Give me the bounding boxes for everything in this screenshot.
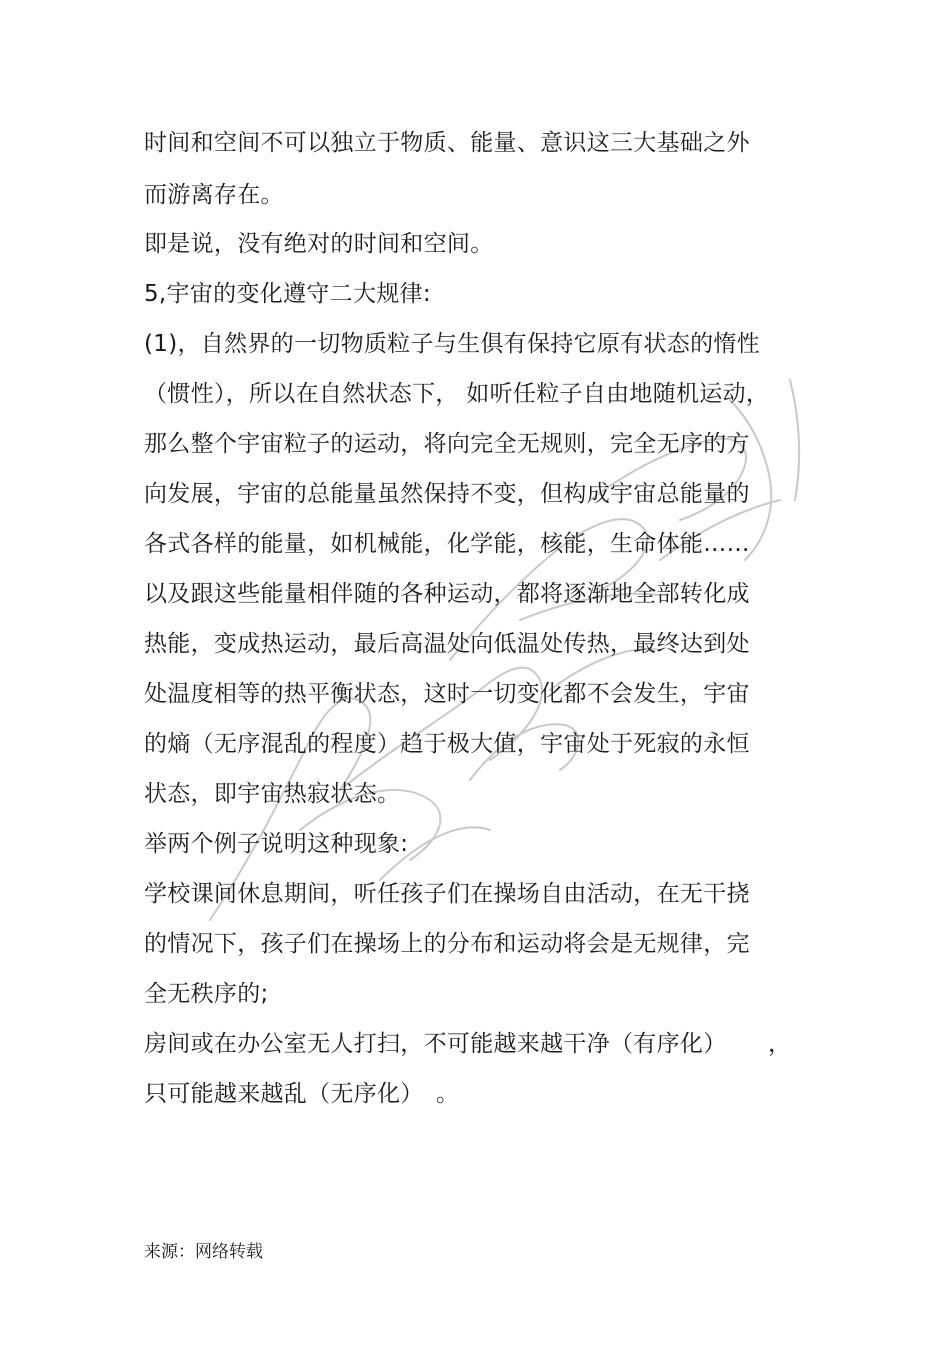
body-line-16: 学校课间休息期间，听任孩子们在操场自由活动，在无干挠 [144, 881, 750, 907]
body-line-7: 那么整个宇宙粒子的运动，将向完全无规则，完全无序的方 [144, 431, 750, 457]
source-note: 来源：网络转载 [144, 1242, 263, 1262]
trailing-comma: ， [768, 1031, 791, 1057]
body-line-2: 而游离存在。 [144, 182, 284, 208]
body-line-10: 以及跟这些能量相伴随的各种运动，都将逐渐地全部转化成 [144, 581, 750, 607]
body-line-6: （惯性），所以在自然状态下， 如听任粒子自由地随机运动， [144, 381, 770, 407]
body-line-17: 的情况下，孩子们在操场上的分布和运动将会是无规律，完 [144, 931, 750, 957]
body-line-1: 时间和空间不可以独立于物质、能量、意识这三大基础之外 [144, 130, 750, 156]
body-line-19: 房间或在办公室无人打扫，不可能越来越干净（有序化） [144, 1031, 727, 1057]
body-line-13: 的熵（无序混乱的程度）趋于极大值，宇宙处于死寂的永恒 [144, 731, 750, 757]
body-line-12: 处温度相等的热平衡状态，这时一切变化都不会发生，宇宙 [144, 681, 750, 707]
body-line-14: 状态，即宇宙热寂状态。 [144, 781, 401, 807]
trailing-period: 。 [436, 1081, 459, 1107]
body-line-18: 全无秩序的; [144, 981, 269, 1007]
body-line-20: 只可能越来越乱（无序化） [144, 1081, 424, 1107]
body-line-5: (1)，自然界的一切物质粒子与生俱有保持它原有状态的惰性 [144, 331, 760, 357]
body-line-8: 向发展，宇宙的总能量虽然保持不变，但构成宇宙总能量的 [144, 481, 750, 507]
body-line-11: 热能，变成热运动，最后高温处向低温处传热，最终达到处 [144, 631, 750, 657]
body-line-15: 举两个例子说明这种现象: [144, 831, 409, 857]
body-line-9: 各式各样的能量，如机械能，化学能，核能，生命体能…… [144, 531, 750, 557]
body-line-4: 5,宇宙的变化遵守二大规律: [144, 281, 431, 307]
body-line-3: 即是说，没有绝对的时间和空间。 [144, 231, 494, 257]
